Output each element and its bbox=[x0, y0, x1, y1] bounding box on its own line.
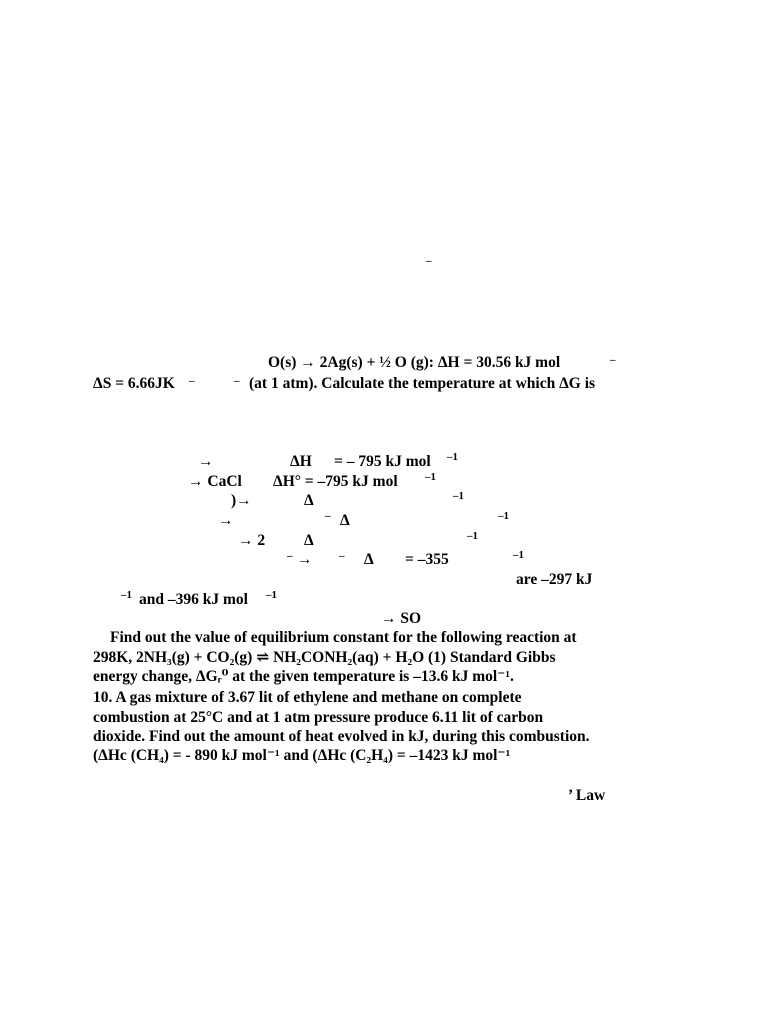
reaction-1-sup: –1 bbox=[447, 451, 458, 463]
reaction-6-value: = –355 bbox=[405, 551, 449, 568]
delta-s-minus: – bbox=[234, 375, 240, 387]
reaction-2-dh: ΔH° = –795 kJ mol bbox=[273, 473, 398, 490]
reaction-6-minus: – bbox=[287, 550, 293, 562]
reaction-3-delta: Δ bbox=[304, 492, 314, 509]
reaction-4-sup: –1 bbox=[498, 510, 509, 522]
ag2o-reaction: O(s) → 2Ag(s) + ½ O (g): ΔH = 30.56 kJ mol bbox=[268, 354, 561, 371]
reaction-4-minus: – bbox=[325, 510, 331, 522]
are-297: are –297 kJ bbox=[516, 571, 593, 588]
arrow-so: → SO bbox=[381, 610, 422, 627]
reaction-6-minus: – bbox=[339, 550, 345, 562]
calc-temp: (at 1 atm). Calculate the temperature at which ΔG is bbox=[249, 375, 596, 392]
reaction-4-arrow: → bbox=[218, 512, 234, 529]
reaction-5-sup: –1 bbox=[467, 530, 478, 542]
question-10-line-4: (ΔHc (CH₄) = - 890 kJ mol⁻¹ and (ΔHc (C₂H₄) = –1423 kJ mol⁻¹ bbox=[93, 747, 511, 764]
reaction-5-arrow: → 2 bbox=[238, 532, 266, 549]
reaction-6-sup: –1 bbox=[513, 549, 524, 561]
reaction-5-delta: Δ bbox=[304, 532, 314, 549]
delta-s: ΔS = 6.66JK bbox=[93, 375, 175, 392]
reaction-3-arrow: )→ bbox=[231, 492, 252, 509]
and-396-sup: –1 bbox=[266, 589, 277, 601]
reaction-3-sup: –1 bbox=[453, 490, 464, 502]
equilibrium-line-2: 298K, 2NH₃(g) + CO₂(g) ⇌ NH₂CONH₂(aq) + H₂O (1) Standard Gibbs bbox=[93, 649, 556, 666]
reaction-1-dh: ΔH bbox=[290, 453, 312, 470]
reaction-4-delta: Δ bbox=[340, 512, 350, 529]
delta-s-minus: – bbox=[189, 375, 195, 387]
ag2o-minus: – bbox=[610, 354, 616, 366]
reaction-1-arrow: → bbox=[198, 453, 214, 470]
reaction-6-arrow: → bbox=[297, 551, 313, 568]
reaction-2-sup: –1 bbox=[425, 471, 436, 483]
reaction-6-delta: Δ bbox=[364, 551, 374, 568]
reaction-2-arrow: → CaCl bbox=[188, 473, 242, 490]
reaction-1-value: = – 795 kJ mol bbox=[334, 453, 431, 470]
question-10-line-1: 10. A gas mixture of 3.67 lit of ethylene and methane on complete bbox=[93, 689, 522, 706]
law-fragment: ’ Law bbox=[568, 787, 606, 804]
top-dash: – bbox=[426, 255, 432, 267]
and-396: and –396 kJ mol bbox=[139, 591, 248, 608]
equilibrium-line-3: energy change, ΔGᵣ⁰ at the given temperature is –13.6 kJ mol⁻¹. bbox=[93, 668, 514, 685]
and-396-sup: –1 bbox=[121, 589, 132, 601]
question-10-line-2: combustion at 25°C and at 1 atm pressure produce 6.11 lit of carbon bbox=[93, 709, 544, 726]
equilibrium-line-1: Find out the value of equilibrium constant for the following reaction at bbox=[110, 629, 577, 646]
question-10-line-3: dioxide. Find out the amount of heat evolved in kJ, during this combustion. bbox=[93, 728, 590, 745]
